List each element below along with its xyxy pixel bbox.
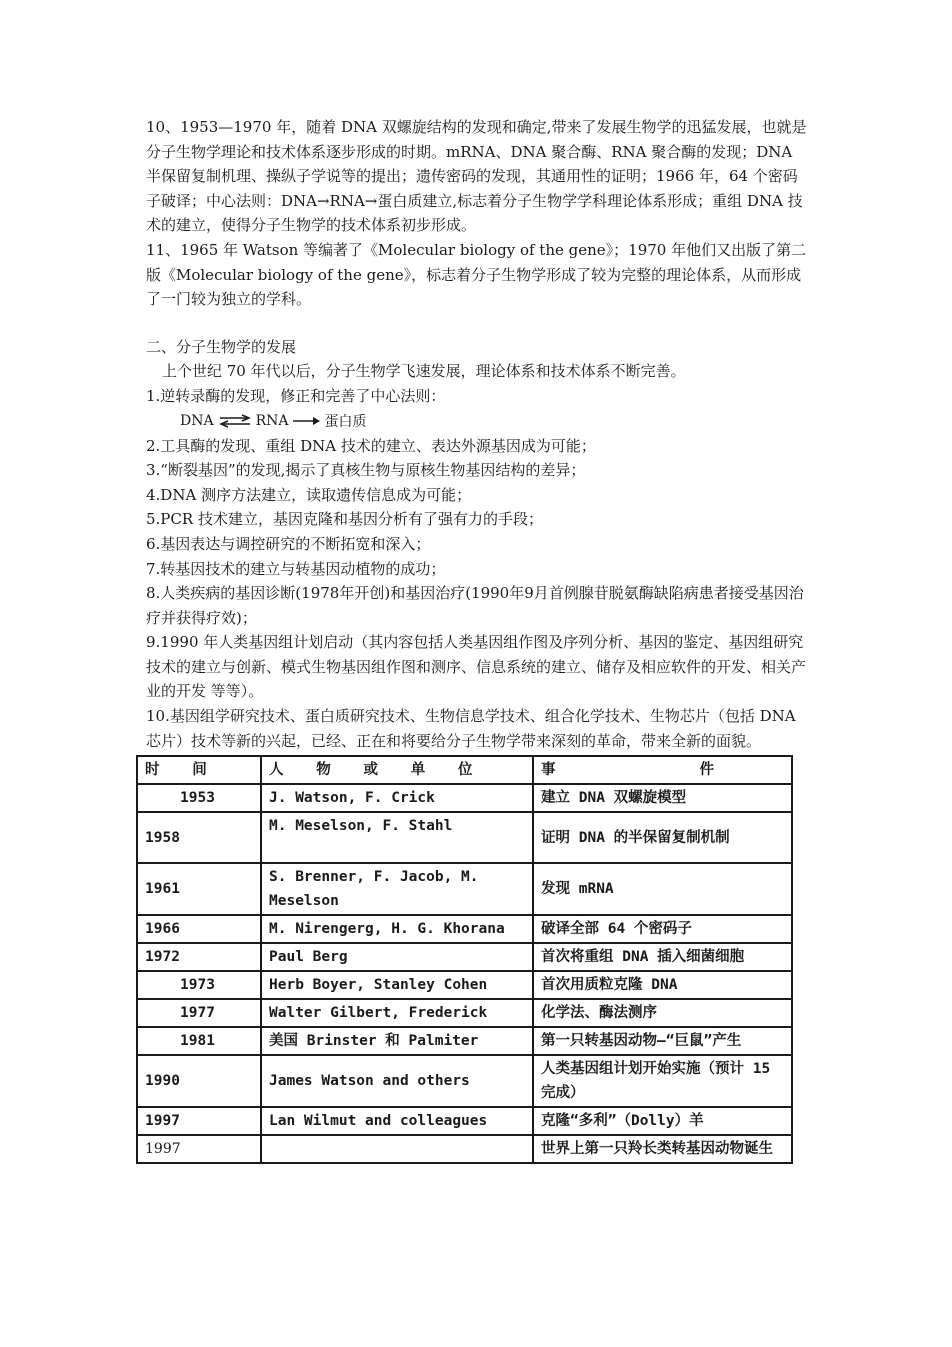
cell-event: 建立 DNA 双螺旋模型: [533, 784, 792, 812]
cell-year: 1958: [137, 812, 261, 863]
list-item-10: 10.基因组学研究技术、蛋白质研究技术、生物信息学技术、组合化学技术、生物芯片（包括 DNA 芯片）技术等新的兴起，已经、正在和将要给分子生物学带来深刻的革命，带来全新的面貌。: [146, 707, 796, 750]
table-row: [137, 1055, 792, 1107]
cell-person: James Watson and others: [261, 1055, 533, 1107]
list-item-8: 8.人类疾病的基因诊断(1978年开创)和基因治疗(1990年9月首例腺苷脱氨酶缺陷病患者接受基因治疗并获得疗效)；: [146, 584, 804, 627]
section-intro: 上个世纪 70 年代以后，分子生物学飞速发展，理论体系和技术体系不断完善。: [162, 362, 686, 381]
header-person: 人 物 或 单 位: [261, 756, 533, 784]
cell-event: 克隆“多利”（Dolly）羊: [533, 1107, 792, 1135]
cell-person: J. Watson, F. Crick: [261, 784, 533, 812]
cell-event: 首次用质粒克隆 DNA: [533, 971, 792, 999]
cell-person: Paul Berg: [261, 943, 533, 971]
cell-event: 人类基因组计划开始实施（预计 15 完成）: [533, 1055, 792, 1107]
table-row: [137, 943, 792, 971]
history-table: [136, 755, 793, 1164]
cell-person: [261, 1135, 533, 1163]
table-row: [137, 863, 792, 915]
cell-event: 首次将重组 DNA 插入细菌细胞: [533, 943, 792, 971]
list-item-1: 1.逆转录酶的发现，修正和完善了中心法则：: [146, 386, 446, 405]
table-row: [137, 1135, 792, 1163]
list-item-9: 9.1990 年人类基因组计划启动（其内容包括人类基因组作图及序列分析、基因的鉴定、基因组研究技术的建立与创新、模式生物基因组作图和测序、信息系统的建立、储存及相应软件的开发、相关产业的开发 等等）。: [146, 633, 807, 701]
cell-year: 1981: [137, 1027, 261, 1055]
cell-event: 发现 mRNA: [533, 863, 792, 915]
cell-person: Herb Boyer, Stanley Cohen: [261, 971, 533, 999]
list-item-4: 4.DNA 测序方法建立，读取遗传信息成为可能；: [146, 485, 472, 504]
header-event: 事 件: [533, 756, 792, 784]
cell-event: 破译全部 64 个密码子: [533, 915, 792, 943]
cell-year: 1973: [137, 971, 261, 999]
flow-protein: 蛋白质: [324, 414, 367, 431]
table-header-row: [137, 756, 792, 784]
list-item-3: 3.“断裂基因”的发现,揭示了真核生物与原核生物基因结构的差异；: [146, 461, 586, 480]
table-row: [137, 915, 792, 943]
cell-person: Lan Wilmut and colleagues: [261, 1107, 533, 1135]
list-item-2: 2.工具酶的发现、重组 DNA 技术的建立、表达外源基因成为可能；: [146, 436, 596, 455]
table-row: [137, 784, 792, 812]
table-row: [137, 1107, 792, 1135]
cell-year: 1997: [137, 1135, 261, 1163]
cell-year: 1972: [137, 943, 261, 971]
cell-person: 美国 Brinster 和 Palmiter: [261, 1027, 533, 1055]
list-item-7: 7.转基因技术的建立与转基因动植物的成功；: [146, 559, 446, 578]
section-title: 二、分子生物学的发展: [146, 337, 297, 356]
arrow-right-icon: [293, 414, 321, 428]
cell-event: 世界上第一只羚长类转基因动物诞生: [533, 1135, 792, 1163]
table-row: [137, 1027, 792, 1055]
list-item-5: 5.PCR 技术建立，基因克隆和基因分析有了强有力的手段；: [146, 510, 543, 529]
cell-person: S. Brenner, F. Jacob, M. Meselson: [261, 863, 533, 915]
cell-person: Walter Gilbert, Frederick: [261, 999, 533, 1027]
cell-year: 1966: [137, 915, 261, 943]
paragraph-10: 10、1953—1970 年，随着 DNA 双螺旋结构的发现和确定,带来了发展生物学的迅猛发展，也就是分子生物学理论和技术体系逐步形成的时期。mRNA、DNA 聚合酶、RNA 聚合酶的发现；DNA 半保留复制机理、操纵子学说等的提出；遗传密码的发现，其通用性的证明；1966 年，64 个密码子破译；中心法则：DNA→RNA→蛋白质建立,标志着分子生物学学科理论体系形成；重组 DNA 技术的建立，使得分子生物学的技术体系初步形成。: [146, 118, 807, 235]
table-row: [137, 812, 792, 863]
spacer: [146, 312, 810, 335]
cell-year: 1961: [137, 863, 261, 915]
list-item-6: 6.基因表达与调控研究的不断拓宽和深入；: [146, 534, 431, 553]
cell-event: 化学法、酶法测序: [533, 999, 792, 1027]
cell-person: M. Nirengerg, H. G. Khorana: [261, 915, 533, 943]
central-dogma-flow: [146, 409, 810, 434]
cell-person: M. Meselson, F. Stahl: [261, 812, 533, 863]
flow-dna: DNA: [180, 413, 214, 430]
cell-event: 证明 DNA 的半保留复制机制: [533, 812, 792, 863]
header-time: 时 间: [137, 756, 261, 784]
cell-year: 1997: [137, 1107, 261, 1135]
cell-year: 1953: [137, 784, 261, 812]
reversible-arrow-icon: [218, 414, 252, 428]
table-row: [137, 999, 792, 1027]
table-row: [137, 971, 792, 999]
flow-rna: RNA: [255, 413, 289, 430]
cell-year: 1977: [137, 999, 261, 1027]
paragraph-11: 11、1965 年 Watson 等编著了《Molecular biology of the gene》；1970 年他们又出版了第二版《Molecular biology of the gene》，标志着分子生物学形成了较为完整的理论体系，从而形成了一门较为独立的学科。: [146, 240, 807, 309]
cell-year: 1990: [137, 1055, 261, 1107]
cell-event: 第一只转基因动物—“巨鼠”产生: [533, 1027, 792, 1055]
